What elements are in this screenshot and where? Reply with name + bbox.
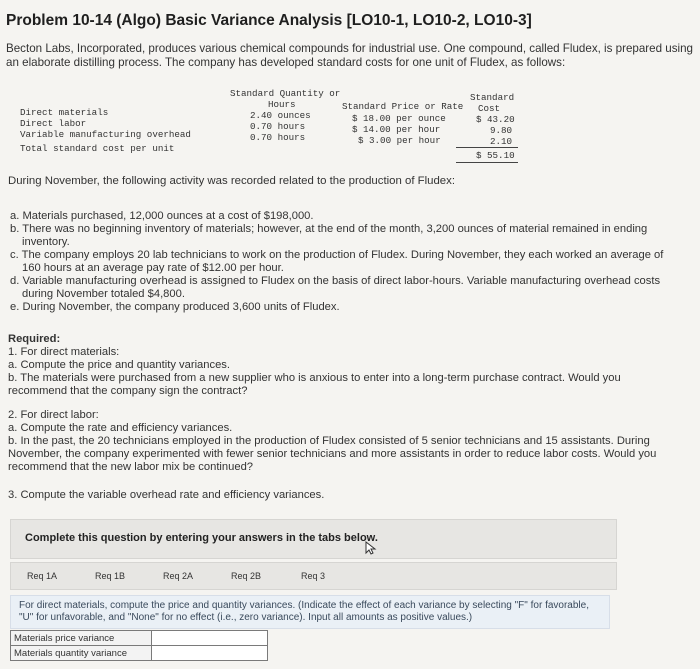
row-price-labor: $ 14.00 per hour	[352, 124, 441, 135]
required-section	[8, 333, 690, 398]
activity-item-c: c. The company employs 20 lab technicians to work on the production of Fludex. During November, they each worked an average of	[10, 249, 664, 261]
activity-item-c-cont: 160 hours at an average pay rate of $12.00 per hour.	[22, 262, 284, 274]
materials-quantity-variance-input[interactable]	[152, 646, 268, 661]
row-qty-labor: 0.70 hours	[250, 121, 306, 132]
row-cost-materials: $ 43.20	[476, 114, 515, 125]
answer-table	[10, 630, 268, 661]
header-price: Standard Price or Rate	[342, 101, 464, 112]
activity-item-b-cont: inventory.	[22, 236, 70, 248]
tab-instruction: For direct materials, compute the price and quantity variances. (Indicate the effect of each variance by selecting "F" for favorable, "U" for unfavorable, and "None" for no effect (i.e., zero variance). Input all amounts as positive values.)	[10, 595, 610, 629]
tab-req-1b[interactable]: Req 1B	[95, 571, 126, 581]
row-qty-materials: 2.40 ounces	[250, 110, 311, 121]
total-value: $ 55.10	[476, 150, 515, 161]
required-heading: Required:	[8, 333, 61, 345]
panel-instruction-text: Complete this question by entering your answers in the tabs below.	[25, 532, 378, 544]
row-cost-overhead: 2.10	[490, 136, 513, 147]
total-rule	[456, 162, 518, 163]
standard-cost-table	[0, 86, 520, 166]
answer-label-price: Materials price variance	[11, 631, 152, 646]
activity-intro: During November, the following activity was recorded related to the production of Fludex:	[8, 175, 455, 187]
row-label-overhead: Variable manufacturing overhead	[20, 129, 191, 140]
required-1a: a. Compute the price and quantity variances.	[8, 359, 231, 371]
activity-item-e: e. During November, the company produced 3,600 units of Fludex.	[10, 301, 340, 313]
required-2b-cont2: recommend that the new labor mix be continued?	[8, 461, 254, 473]
row-price-materials: $ 18.00 per ounce	[352, 113, 446, 124]
table-row	[11, 631, 268, 646]
row-cost-labor: 9.80	[490, 125, 513, 136]
required-section-2	[8, 409, 690, 474]
header-cost-line1: Standard	[470, 92, 515, 103]
required-1b-cont: recommend that the company sign the contract?	[8, 385, 248, 397]
required-2: 2. For direct labor:	[8, 409, 99, 421]
header-qty-line2: Hours	[268, 99, 296, 110]
activity-item-b: b. There was no beginning inventory of materials; however, at the end of the month, 3,200 ounces of material remained in ending	[10, 223, 648, 235]
total-label: Total standard cost per unit	[20, 143, 175, 154]
required-1b: b. The materials were purchased from a new supplier who is anxious to enter into a long-term purchase contract. Would you	[8, 372, 621, 384]
page-title: Problem 10-14 (Algo) Basic Variance Analysis [LO10-1, LO10-2, LO10-3]	[6, 12, 532, 29]
header-qty-line1: Standard Quantity or	[230, 88, 341, 99]
activity-list	[10, 210, 692, 314]
required-2b-cont: November, the company experimented with fewer senior technicians and more assistants in order to reduce labor costs. Would you	[8, 448, 657, 460]
row-label-labor: Direct labor	[20, 118, 87, 129]
required-2a: a. Compute the rate and efficiency variances.	[8, 422, 233, 434]
problem-intro: Becton Labs, Incorporated, produces various chemical compounds for industrial use. One compound, called Fludex, is prepared using an elaborate distilling process. The company has developed standard costs for one unit of Fludex, as follows:	[6, 42, 693, 69]
mouse-cursor-icon	[364, 541, 378, 555]
row-qty-overhead: 0.70 hours	[250, 132, 306, 143]
activity-item-a: a. Materials purchased, 12,000 ounces at a cost of $198,000.	[10, 210, 314, 222]
row-label-materials: Direct materials	[20, 107, 109, 118]
row-price-overhead: $ 3.00 per hour	[358, 135, 441, 146]
tab-req-2a[interactable]: Req 2A	[163, 571, 194, 581]
tab-req-2b[interactable]: Req 2B	[231, 571, 262, 581]
required-3: 3. Compute the variable overhead rate and efficiency variances.	[8, 489, 325, 501]
activity-item-d: d. Variable manufacturing overhead is assigned to Fludex on the basis of direct labor-hours. Variable manufacturing overhead costs	[10, 275, 661, 287]
activity-item-d-cont: during November totaled $4,800.	[22, 288, 185, 300]
materials-price-variance-input[interactable]	[152, 631, 268, 646]
header-cost-line2: Cost	[478, 103, 501, 114]
required-1: 1. For direct materials:	[8, 346, 120, 358]
required-2b: b. In the past, the 20 technicians employed in the production of Fludex consisted of 5 senior technicians and 15 assistants. During	[8, 435, 650, 447]
requirement-tabs	[10, 562, 617, 590]
instructions-panel	[10, 519, 617, 559]
subtotal-rule	[456, 147, 518, 148]
tab-req-3[interactable]: Req 3	[301, 571, 326, 581]
answer-label-quantity: Materials quantity variance	[11, 646, 152, 661]
tab-req-1a[interactable]: Req 1A	[27, 571, 58, 581]
table-row	[11, 646, 268, 661]
